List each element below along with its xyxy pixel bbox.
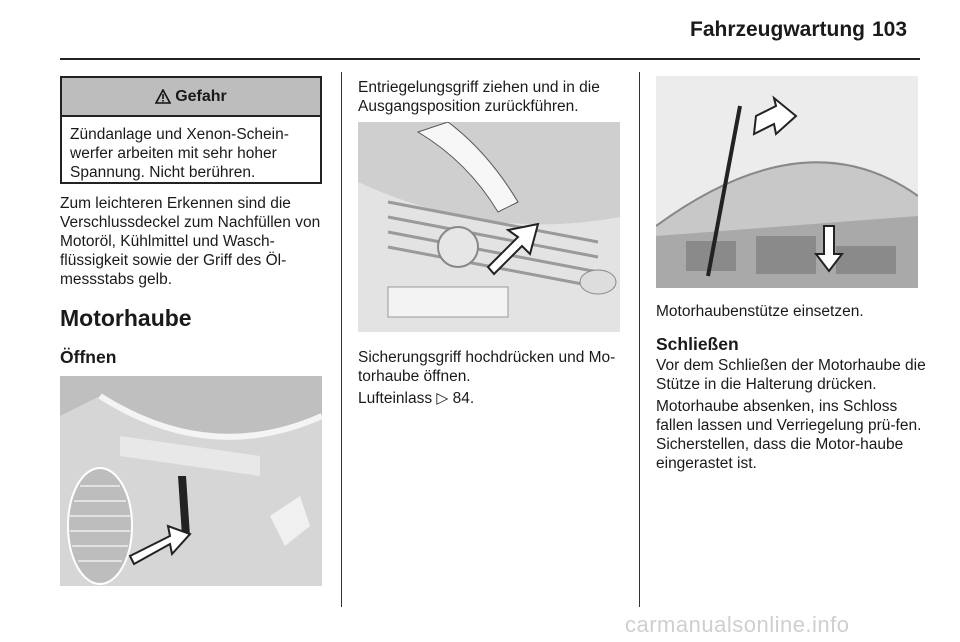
header-rule (60, 58, 920, 60)
air-intake-reference (358, 389, 628, 408)
air-intake-label: Lufteinlass (358, 390, 437, 407)
illustration-release-lever (60, 376, 322, 586)
page-title: Fahrzeugwartung (690, 18, 866, 41)
close-text-2: Motorhaube absenken, ins Schloss fallen lassen und Verriegelung prü-fen. Sicherstellen, dass die Motor-haube eingerastet ist. (656, 398, 922, 472)
warning-box (60, 76, 322, 184)
page-reference-icon: ▷ (436, 390, 449, 407)
watermark: carmanualsonline.info (625, 612, 850, 637)
close-text-1: Vor dem Schließen der Motorhaube die Stütze in die Halterung drücken. (656, 357, 926, 393)
warning-triangle-icon (155, 89, 171, 104)
section-heading: Motorhaube (60, 305, 192, 331)
illustration-safety-catch (358, 122, 620, 332)
warning-header (62, 78, 320, 117)
illustration-hood-prop (656, 76, 918, 288)
safety-catch-text: Sicherungsgriff hochdrücken und Mo-torhaube öffnen. (358, 349, 616, 385)
air-intake-suffix: . (469, 390, 475, 407)
page-number: 103 (872, 18, 908, 41)
warning-text: Zündanlage und Xenon-Schein-werfer arbeiten mit sehr hoher Spannung. Nicht berühren. (70, 126, 289, 181)
column-divider-1 (341, 72, 342, 607)
column-divider-2 (639, 72, 640, 607)
warning-title: Gefahr (175, 87, 227, 105)
release-lever-text: Entriegelungsgriff ziehen und in die Ausgangsposition zurückführen. (358, 79, 600, 115)
hood-prop-text: Motorhaubenstütze einsetzen. (656, 303, 864, 320)
subsection-heading-close: Schließen (656, 334, 739, 354)
intro-paragraph: Zum leichteren Erkennen sind die Verschlussdeckel zum Nachfüllen von Motoröl, Kühlmittel und Wasch-flüssigkeit sowie der Griff des Öl-messstabs gelb. (60, 195, 321, 288)
subsection-heading-open: Öffnen (60, 347, 117, 367)
air-intake-page[interactable]: 84 (452, 390, 470, 407)
